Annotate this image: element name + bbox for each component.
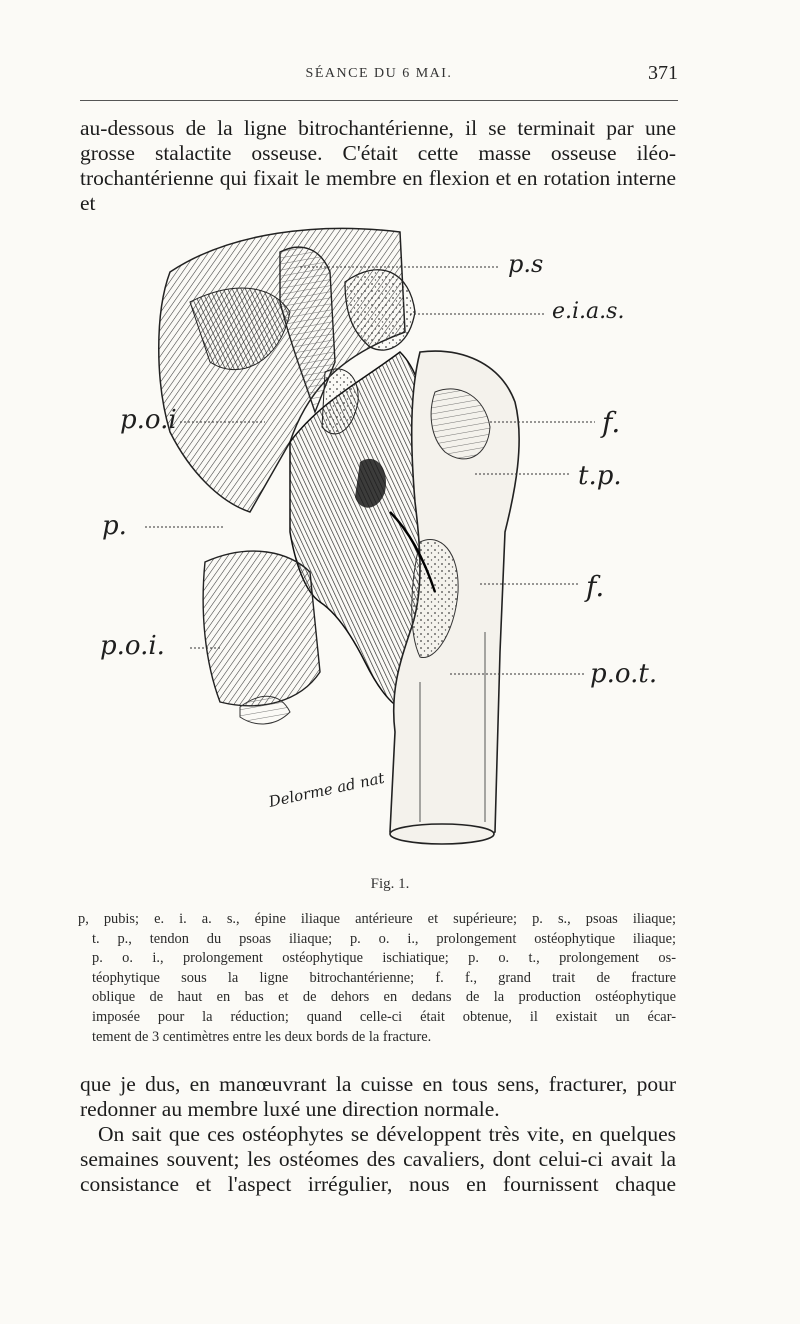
legend-line: t. p., tendon du psoas iliaque; p. o. i., prolongement ostéophytique iliaque;	[92, 930, 676, 947]
paragraph-top: au-dessous de la ligne bitrochantérienne, il se terminait par une grosse stalactite osseuse. C'était cette masse osseuse iléo-trochantérienne qui fixait le membre en flexion et en rotation interne et	[80, 116, 676, 215]
label-poi-lower: p.o.i.	[100, 631, 165, 661]
figure-caption: Fig. 1.	[370, 876, 410, 892]
legend-line: p. o. i., prolongement ostéophytique ischiatique; p. o. t., prolongement os-	[92, 950, 676, 967]
paragraph-bottom-1: que je dus, en manœuvrant la cuisse en tous sens, fracturer, pour redonner au membre luxé une direction normale.	[80, 1072, 676, 1121]
running-title: SÉANCE DU 6 MAI.	[305, 66, 453, 81]
paragraph-bottom-2: On sait que ces ostéophytes se développent très vite, en quelques semaines souvent; les ostéomes des cavaliers, dont celui-ci avait la consistance et l'aspect irrégulier, nous en fournissent chaque	[80, 1122, 676, 1196]
label-eias: e.i.a.s.	[552, 299, 625, 324]
legend-line: oblique de haut en bas et de dehors en dedans de la production ostéophytique	[92, 989, 676, 1006]
label-ps: p.s	[508, 250, 544, 278]
page-number: 371	[648, 62, 678, 84]
label-f-upper: f.	[602, 406, 621, 439]
label-f-lower: f.	[586, 570, 605, 603]
legend-line: téophytique sous la ligne bitrochantérienne; f. f., grand trait de fracture	[92, 969, 676, 986]
ischial-prolongation	[203, 551, 320, 724]
artist-signature: Delorme ad nat	[267, 768, 386, 811]
header-rule	[80, 100, 678, 101]
legend-line: tement de 3 centimètres entre les deux bords de la fracture.	[92, 1028, 432, 1045]
page-header	[80, 62, 678, 86]
figure-legend	[78, 910, 676, 1047]
label-poi-upper: p.o.i	[120, 405, 177, 435]
label-p: p.	[102, 511, 127, 541]
anatomical-figure	[90, 212, 690, 872]
label-tp: t.p.	[578, 461, 622, 491]
label-pot: p.o.t.	[590, 659, 658, 689]
legend-line: p, pubis; e. i. a. s., épine iliaque antérieure et supérieure; p. s., psoas iliaque;	[78, 911, 676, 927]
legend-line: imposée pour la réduction; quand celle-ci était obtenue, il existait un écar-	[92, 1008, 676, 1025]
